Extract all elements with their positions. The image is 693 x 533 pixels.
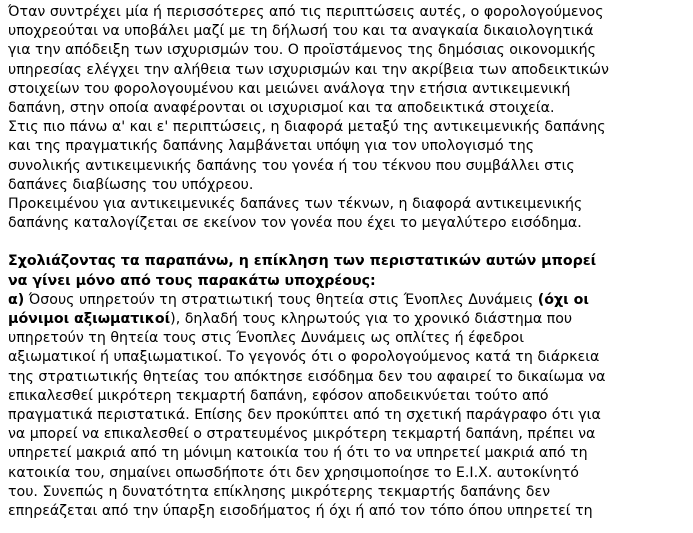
- text-line: Στις πιο πάνω α' και ε' περιπτώσεις, η διαφορά μεταξύ της αντικειμενικής δαπάνης: [8, 119, 606, 136]
- text-line: υπηρετεί μακριά από τη μόνιμη κατοικία του ή ότι το να υπηρετεί μακριά από τη: [8, 445, 588, 462]
- paragraph-cases-a-e: [8, 118, 688, 195]
- document-page: [8, 3, 688, 521]
- text-line: της στρατιωτικής θητείας του απόκτησε εισόδημα δεν του αφαιρεί το δικαίωμα να: [8, 368, 606, 385]
- text-line: δαπάνη, στην οποία αναφέρονται οι ισχυρισμοί και τα αποδεικτικά στοιχεία.: [8, 99, 555, 116]
- text-line: υποχρεούται να υποβάλει μαζί με τη δήλωσή του και τα αναγκαία δικαιολογητικά: [8, 23, 594, 40]
- text-line: του. Συνεπώς η δυνατότητα επίκλησης μικρότερης τεκμαρτής δαπάνης δεν: [8, 483, 551, 500]
- item-bold-text: (όχι οι: [537, 291, 589, 308]
- text-line: στοιχείων του φορολογουμένου και μειώνει ανάλογα την ετήσια αντικειμενική: [8, 80, 571, 97]
- paragraph-children-expenses: [8, 195, 688, 233]
- heading-line: Σχολιάζοντας τα παραπάνω, η επίκληση των περιστατικών αυτών μπορεί: [8, 253, 597, 270]
- list-item-a: [8, 291, 688, 521]
- text-line: πραγματικά περιστατικά. Επίσης δεν προκύπτει από τη σχετική παράγραφο ότι για: [8, 406, 601, 423]
- text-line: συνολικής αντικειμενικής δαπάνης του γονέα ή του τέκνου που συμβάλλει στις: [8, 157, 575, 174]
- text-line: δαπάνης καταλογίζεται σε εκείνον τον γονέα που έχει το μεγαλύτερο εισόδημα.: [8, 215, 582, 232]
- item-bold-text: μόνιμοι αξιωματικοί: [8, 311, 171, 327]
- text-line: δαπάνες διαβίωσης του υπόχρεου.: [8, 176, 254, 193]
- paragraph-spacer: [8, 233, 688, 252]
- text-line: Όταν συντρέχει μία ή περισσότερες από τις περιπτώσεις αυτές, ο φορολογούμενος: [8, 4, 604, 20]
- paragraph-conditions: [8, 3, 688, 118]
- item-text: Όσους υπηρετούν τη στρατιωτική τους θητεία στις Ένοπλες Δυνάμεις: [24, 291, 538, 308]
- text-line: υπηρετούν τη θητεία τους στις Ένοπλες Δυνάμεις ως οπλίτες ή έφεδροι: [8, 330, 525, 347]
- text-line: επηρεάζεται από την ύπαρξη εισοδήματος ή όχι ή από τον τόπο όπου υπηρετεί τη: [8, 502, 593, 519]
- heading-line: να γίνει μόνο από τους παρακάτω υποχρέους:: [8, 272, 376, 289]
- text-line: [8, 291, 688, 310]
- text-line: υπηρεσίας ελέγχει την αλήθεια των ισχυρισμών και την ακρίβεια των αποδεικτικών: [8, 61, 609, 78]
- item-text: ), δηλαδή τους κληρωτούς για το χρονικό διάστημα που: [170, 311, 573, 327]
- text-line: για την απόδειξη των ισχυρισμών του. Ο προϊστάμενος της δημόσιας οικονομικής: [8, 42, 596, 59]
- text-line: να μπορεί να επικαλεσθεί ο στρατευμένος μικρότερη τεκμαρτή δαπάνη, πρέπει να: [8, 426, 596, 443]
- text-line: [8, 310, 688, 329]
- text-line: επικαλεσθεί μικρότερη τεκμαρτή δαπάνη, εφόσον αποδεικνύεται τούτο από: [8, 387, 549, 404]
- text-line: αξιωματικοί ή υπαξιωματικοί. Το γεγονός ότι ο φορολογούμενος κατά τη διάρκεια: [8, 349, 600, 366]
- text-line: κατοικία του, σημαίνει οπωσδήποτε ότι δεν χρησιμοποίησε το Ε.Ι.Χ. αυτοκίνητό: [8, 464, 579, 481]
- text-line: και της πραγματικής δαπάνης λαμβάνεται υπόψη για τον υπολογισμό της: [8, 138, 535, 155]
- list-marker: α): [8, 291, 25, 308]
- section-heading: [8, 252, 688, 290]
- text-line: Προκειμένου για αντικειμενικές δαπάνες των τέκνων, η διαφορά αντικειμενικής: [8, 195, 583, 212]
